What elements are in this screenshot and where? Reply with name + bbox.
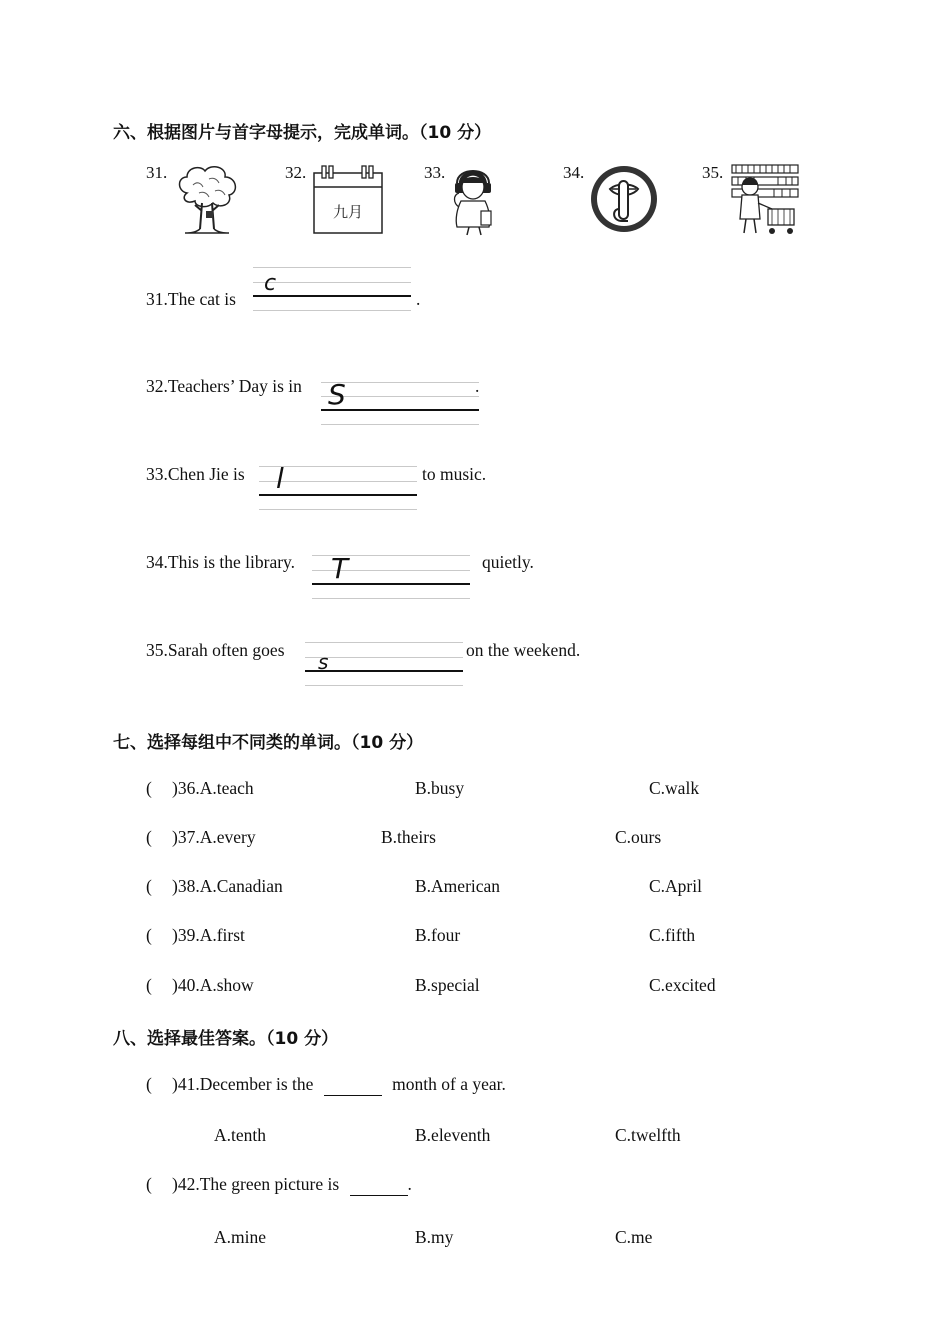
writing-guide-line [305, 642, 463, 643]
answer-paren[interactable]: ( [146, 778, 152, 798]
option-c: C.April [649, 876, 702, 896]
hint-letter: T [331, 552, 349, 585]
answer-paren[interactable]: ( [146, 1174, 152, 1194]
calendar-icon [312, 163, 384, 237]
option-b: B.special [415, 975, 480, 995]
pic-number: 31. [146, 163, 168, 182]
answer-blank[interactable] [324, 1074, 382, 1096]
writing-guide-line [259, 509, 417, 510]
option-b: B.busy [415, 778, 465, 798]
pic-number: 33. [424, 163, 446, 182]
question-42 [172, 1174, 412, 1196]
item-32-suffix: . [475, 376, 480, 396]
option-c: C.walk [649, 778, 700, 798]
answer-blank[interactable] [350, 1174, 408, 1196]
answer-paren[interactable]: ( [146, 827, 152, 847]
section8-heading: 八、选择最佳答案。（10 分） [113, 1029, 339, 1049]
option-a: )36.A.teach [172, 778, 254, 798]
hint-letter: l [276, 462, 284, 495]
item-31-suffix: . [416, 289, 421, 309]
option-a: )37.A.every [172, 827, 256, 847]
option-b: B.theirs [381, 827, 436, 847]
section7-heading: 七、选择每组中不同类的单词。（10 分） [113, 733, 424, 753]
pic-number: 34. [563, 163, 585, 182]
option-a: )39.A.first [172, 925, 245, 945]
section6-heading: 六、根据图片与首字母提示，完成单词。（10 分） [113, 123, 492, 143]
option-b: B.four [415, 925, 461, 945]
answer-paren[interactable]: ( [146, 1074, 152, 1094]
option-a: )40.A.show [172, 975, 254, 995]
answer-baseline[interactable] [305, 670, 463, 672]
answer-paren[interactable]: ( [146, 925, 152, 945]
option-c: C.excited [649, 975, 716, 995]
answer-baseline[interactable] [253, 295, 411, 297]
item-31-prefix: 31.The cat is [146, 289, 236, 309]
item-35-prefix: 35.Sarah often goes [146, 640, 285, 660]
girl-shopping-icon [728, 163, 802, 237]
option-a: A.mine [214, 1227, 267, 1247]
item-34-suffix: quietly. [482, 552, 534, 572]
hint-letter: s [318, 650, 329, 674]
writing-guide-line [305, 685, 463, 686]
question-stem-end: month of a year. [392, 1074, 506, 1094]
hint-letter: c [264, 271, 277, 296]
hint-letter: S [328, 378, 346, 411]
keep-quiet-sign-icon [588, 163, 660, 235]
option-a: A.tenth [214, 1125, 267, 1145]
writing-guide-line [253, 282, 411, 283]
girl-with-headphones-icon [449, 163, 499, 237]
answer-paren[interactable]: ( [146, 876, 152, 896]
answer-paren[interactable]: ( [146, 975, 152, 995]
item-35-suffix: on the weekend. [466, 640, 581, 660]
pic-number: 32. [285, 163, 307, 182]
question-stem: )41.December is the [172, 1074, 314, 1094]
option-c: C.twelfth [615, 1125, 681, 1145]
option-b: B.American [415, 876, 501, 896]
writing-guide-line [305, 657, 463, 658]
option-b: B.eleventh [415, 1125, 491, 1145]
item-32-prefix: 32.Teachers’ Day is in [146, 376, 302, 396]
option-c: C.me [615, 1227, 653, 1247]
question-41 [172, 1074, 506, 1096]
option-b: B.my [415, 1227, 454, 1247]
option-c: C.fifth [649, 925, 696, 945]
writing-guide-line [253, 267, 411, 268]
pic-number: 35. [702, 163, 724, 182]
option-a: )38.A.Canadian [172, 876, 283, 896]
item-34-prefix: 34.This is the library. [146, 552, 296, 572]
question-stem: )42.The green picture is [172, 1174, 340, 1194]
writing-guide-line [312, 598, 470, 599]
writing-guide-line [321, 424, 479, 425]
item-33-suffix: to music. [422, 464, 487, 484]
calendar-caption: 九月 [332, 203, 364, 221]
question-stem-end: . [407, 1174, 412, 1194]
writing-guide-line [253, 310, 411, 311]
tree-with-cat-icon [173, 163, 241, 237]
item-33-prefix: 33.Chen Jie is [146, 464, 245, 484]
option-c: C.ours [615, 827, 662, 847]
